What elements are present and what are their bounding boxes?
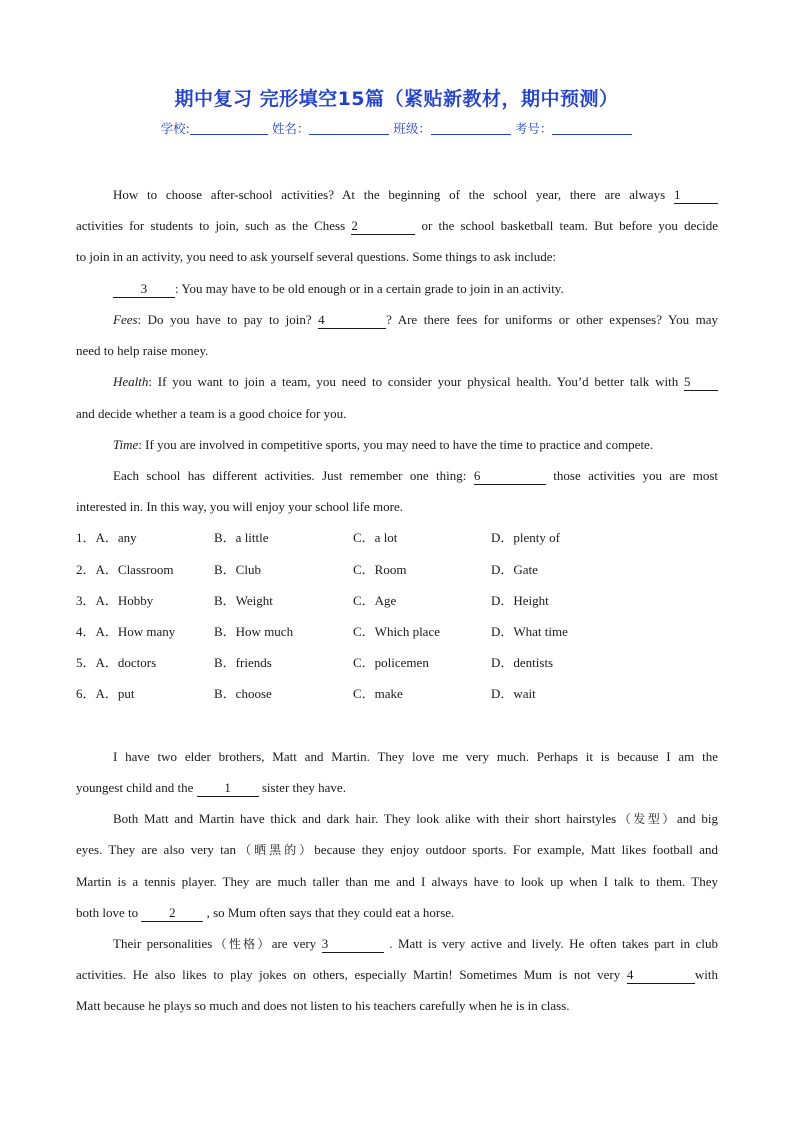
option-b[interactable]: B．How much — [214, 624, 294, 639]
fees-label: Fees — [113, 312, 138, 327]
option-b[interactable]: B．Weight — [214, 593, 273, 608]
passage1-line: 3 : You may have to be old enough or in a certain grade to join in an activity. — [113, 280, 718, 298]
option-c[interactable]: C．a lot — [353, 530, 398, 545]
passage1-line: and decide whether a team is a good choice for you. — [76, 406, 347, 421]
time-label: Time — [113, 437, 139, 452]
exam-no-field[interactable] — [552, 122, 632, 135]
option-b[interactable]: B．choose — [214, 686, 272, 701]
option-row: 2．A．Classroom — [76, 562, 174, 577]
option-a[interactable]: A．Classroom — [95, 562, 174, 577]
passage2-line: Their personalities（性格）are very 3 . Matt is very active and lively. He often takes part in club — [113, 936, 719, 951]
option-c[interactable]: C．Which place — [353, 624, 440, 639]
option-c[interactable]: C．Room — [353, 562, 407, 577]
blank-1[interactable]: 1 — [197, 781, 259, 797]
option-c[interactable]: C．make — [353, 686, 403, 701]
option-a[interactable]: A．doctors — [95, 655, 157, 670]
passage2-line: activities. He also likes to play jokes on others, especially Martin! Sometimes Mum is not very 4 with — [76, 967, 718, 982]
option-d[interactable]: D．dentists — [491, 655, 554, 670]
passage2-line: both love to 2 , so Mum often says that they could eat a horse. — [76, 905, 455, 920]
blank-3[interactable]: 3 — [322, 937, 384, 953]
exam-no-label: 考号： — [514, 121, 553, 136]
passage1-line: Each school has different activities. Just remember one thing: 6 those activities you are most — [113, 468, 719, 483]
school-label: 学校: — [160, 121, 190, 136]
option-a[interactable]: A．any — [95, 530, 137, 545]
name-label: 姓名： — [271, 121, 310, 136]
health-label: Health — [113, 374, 149, 389]
passage1-line: to join in an activity, you need to ask yourself several questions. Some things to ask include: — [76, 249, 557, 264]
option-row: 6．A．put — [76, 686, 135, 701]
option-d[interactable]: D．wait — [491, 686, 536, 701]
passage2-line: Martin is a tennis player. They are much taller than me and I always have to look up when I talk to them. They — [76, 874, 718, 889]
class-field[interactable] — [431, 122, 511, 135]
option-a[interactable]: A．Hobby — [95, 593, 154, 608]
school-field[interactable] — [190, 122, 268, 135]
passage2-line: Both Matt and Martin have thick and dark hair. They look alike with their short hairstyles（发型）and big — [113, 811, 718, 826]
option-d[interactable]: D．What time — [491, 624, 568, 639]
blank-5[interactable]: 5 — [684, 375, 718, 391]
blank-1[interactable]: 1 — [674, 188, 718, 204]
option-d[interactable]: D．Gate — [491, 562, 538, 577]
passage2-line: Matt because he plays so much and does not listen to his teachers carefully when he is in class. — [76, 998, 570, 1013]
passage1-line: How to choose after-school activities? At the beginning of the school year, there are always 1 — [113, 186, 718, 204]
passage1-line: Time: If you are involved in competitive sports, you may need to have the time to practice and compete. — [113, 437, 654, 452]
blank-4[interactable]: 4 — [627, 968, 695, 984]
option-d[interactable]: D．Height — [491, 593, 549, 608]
option-a[interactable]: A．How many — [95, 624, 176, 639]
page-title: 期中复习 完形填空15篇（紧贴新教材，期中预测） — [174, 88, 619, 110]
blank-4[interactable]: 4 — [318, 313, 386, 329]
name-field[interactable] — [309, 122, 389, 135]
option-b[interactable]: B．Club — [214, 562, 261, 577]
blank-2[interactable]: 2 — [141, 906, 203, 922]
option-row: 3．A．Hobby — [76, 593, 154, 608]
passage1-line: Health: If you want to join a team, you need to consider your physical health. You’d better talk with 5 — [113, 373, 718, 391]
blank-6[interactable]: 6 — [474, 469, 546, 485]
option-a[interactable]: A．put — [95, 686, 135, 701]
passage1-line: Fees: Do you have to pay to join? 4 ? Are there fees for uniforms or other expenses? You may — [113, 312, 719, 327]
student-info-line — [0, 119, 793, 137]
class-label: 班级： — [393, 121, 431, 136]
option-c[interactable]: C．policemen — [353, 655, 429, 670]
option-c[interactable]: C．Age — [353, 593, 397, 608]
blank-3[interactable]: 3 — [113, 282, 175, 298]
passage1-line: activities for students to join, such as the Chess 2 or the school basketball team. But before you decide — [76, 218, 719, 233]
option-row: 5．A．doctors — [76, 655, 157, 670]
option-b[interactable]: B．friends — [214, 655, 272, 670]
passage2-line: I have two elder brothers, Matt and Martin. They love me very much. Perhaps it is because I am the — [113, 749, 718, 764]
option-row: 4．A．How many — [76, 624, 176, 639]
passage2-line: eyes. They are also very tan（晒黑的）because they enjoy outdoor sports. For example, Matt likes football and — [76, 842, 718, 857]
option-b[interactable]: B．a little — [214, 530, 269, 545]
option-row: 1．A．any — [76, 530, 137, 545]
blank-2[interactable]: 2 — [351, 219, 415, 235]
passage1-line: interested in. In this way, you will enjoy your school life more. — [76, 499, 403, 514]
option-d[interactable]: D．plenty of — [491, 530, 560, 545]
passage2-line: youngest child and the 1 sister they have. — [76, 780, 346, 795]
passage1-line: need to help raise money. — [76, 343, 209, 358]
